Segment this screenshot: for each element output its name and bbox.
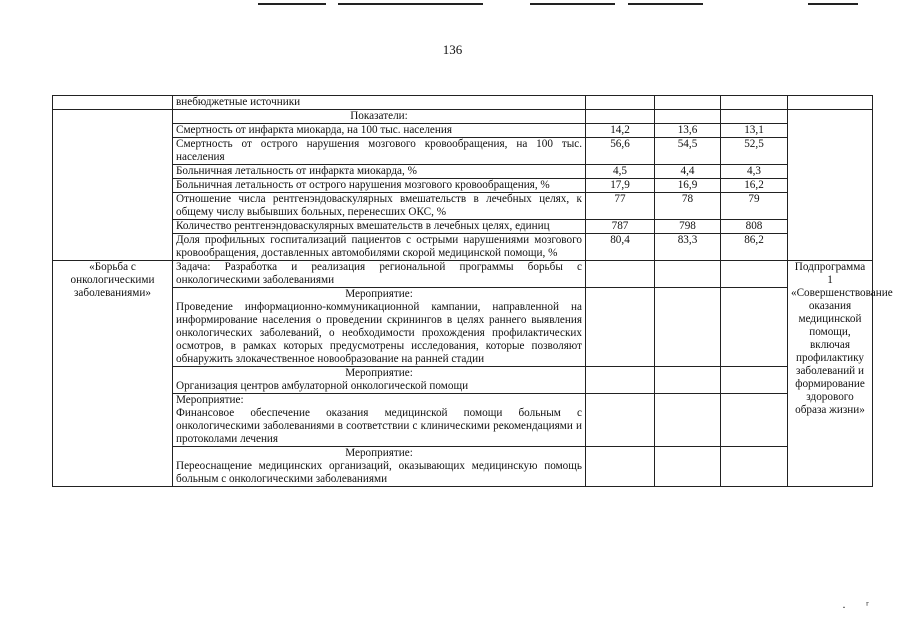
value-cell <box>586 447 655 487</box>
value-cell: 13,1 <box>721 124 788 138</box>
indicators-heading: Показатели: <box>173 110 586 124</box>
value-cell <box>721 447 788 487</box>
value-cell: 86,2 <box>721 234 788 261</box>
value-cell: 83,3 <box>655 234 721 261</box>
value-cell <box>586 110 655 124</box>
program-table <box>52 95 893 487</box>
value-cell <box>655 110 721 124</box>
value-cell: 787 <box>586 220 655 234</box>
indicator-name: Больничная летальность от инфаркта миокарда, % <box>173 165 586 179</box>
measure-heading: Мероприятие: <box>345 288 413 300</box>
value-cell <box>721 96 788 110</box>
task-text: Задача: Разработка и реализация региональной программы борьбы с онкологическими заболеваниями <box>173 261 586 288</box>
value-cell: 77 <box>586 193 655 220</box>
indicator-name: Больничная летальность от острого нарушения мозгового кровообращения, % <box>173 179 586 193</box>
indicator-name: Смертность от острого нарушения мозгового кровообращения, на 100 тыс. населения <box>173 138 586 165</box>
value-cell <box>655 261 721 288</box>
program-cell <box>53 110 173 261</box>
measure-text: Переоснащение медицинских организаций, оказывающих медицинскую помощь больным с онкологическими заболеваниями <box>176 460 582 485</box>
value-cell <box>586 288 655 367</box>
value-cell: 808 <box>721 220 788 234</box>
scan-mark: · <box>842 600 846 614</box>
table-row <box>53 220 873 234</box>
measure-text: Финансовое обеспечение оказания медицинской помощи больным с онкологическими заболеваниями в соответствии с клиническими рекомендациями и протоколами лечения <box>176 407 582 445</box>
header-rule-4 <box>628 3 703 5</box>
value-cell: 16,2 <box>721 179 788 193</box>
table-row <box>53 96 873 110</box>
table-row <box>53 193 873 220</box>
value-cell <box>586 261 655 288</box>
value-cell: 79 <box>721 193 788 220</box>
table-row <box>53 394 873 447</box>
subprogram-cell <box>788 96 873 110</box>
subprogram-name: Подпрограмма 1 «Совершенствование оказания медицинской помощи, включая профилактику заболеваний и формирование здорового образа жизни» <box>788 261 873 487</box>
value-cell <box>721 288 788 367</box>
table-row <box>53 110 873 124</box>
measure-cell <box>173 394 586 447</box>
table-row <box>53 124 873 138</box>
scan-mark: ʳ <box>866 598 869 612</box>
measure-cell <box>173 447 586 487</box>
table-row <box>53 138 873 165</box>
value-cell <box>721 110 788 124</box>
indicator-name: Количество рентгенэндоваскулярных вмешательств в лечебных целях, единиц <box>173 220 586 234</box>
header-rule-2 <box>338 3 483 5</box>
table-row <box>53 447 873 487</box>
value-cell: 13,6 <box>655 124 721 138</box>
measure-cell <box>173 367 586 394</box>
value-cell: 78 <box>655 193 721 220</box>
value-cell: 56,6 <box>586 138 655 165</box>
program-name: «Борьба с онкологическими заболеваниями» <box>53 261 173 487</box>
value-cell <box>655 394 721 447</box>
measure-text: Проведение информационно-коммуникационной кампании, направленной на информирование населения о проведении скринингов в целях раннего выявления онкологических заболеваний, о необходимости прохождения профилактических осмотров, в рамках которых предусмотрены исследования, которые позволяют обнаружить злокачественное новообразование на ранней стадии <box>176 301 582 365</box>
value-cell: 4,5 <box>586 165 655 179</box>
table-row <box>53 288 873 367</box>
indicator-name: Отношение числа рентгенэндоваскулярных вмешательств в лечебных целях, к общему числу выбывших больных, перенесших ОКС, % <box>173 193 586 220</box>
value-cell <box>655 96 721 110</box>
value-cell: 798 <box>655 220 721 234</box>
value-cell <box>586 367 655 394</box>
value-cell <box>721 261 788 288</box>
page-number: 136 <box>442 42 463 57</box>
table-row <box>53 367 873 394</box>
indicator-name: Смертность от инфаркта миокарда, на 100 тыс. населения <box>173 124 586 138</box>
value-cell <box>586 96 655 110</box>
value-cell: 4,4 <box>655 165 721 179</box>
table-row <box>53 179 873 193</box>
measure-text: Организация центров амбулаторной онкологической помощи <box>176 380 469 392</box>
table-row <box>53 261 873 288</box>
header-rule-1 <box>258 3 326 5</box>
subprogram-cell <box>788 110 873 261</box>
header-rule-5 <box>808 3 858 5</box>
measure-cell <box>173 288 586 367</box>
value-cell <box>655 367 721 394</box>
value-cell: 4,3 <box>721 165 788 179</box>
value-cell <box>586 394 655 447</box>
measure-heading: Мероприятие: <box>345 447 413 459</box>
value-cell: 54,5 <box>655 138 721 165</box>
value-cell <box>721 367 788 394</box>
measure-heading: Мероприятие: <box>345 367 413 379</box>
table-row <box>53 234 873 261</box>
value-cell: 16,9 <box>655 179 721 193</box>
header-rule-3 <box>530 3 615 5</box>
table-row <box>53 165 873 179</box>
indicator-name: Доля профильных госпитализаций пациентов с острыми нарушениями мозгового кровообращения, доставленных автомобилями скорой медицинской помощи, % <box>173 234 586 261</box>
value-cell <box>655 288 721 367</box>
description-cell: внебюджетные источники <box>173 96 586 110</box>
value-cell <box>721 394 788 447</box>
value-cell: 17,9 <box>586 179 655 193</box>
value-cell: 52,5 <box>721 138 788 165</box>
value-cell: 80,4 <box>586 234 655 261</box>
value-cell: 14,2 <box>586 124 655 138</box>
program-cell <box>53 96 173 110</box>
measure-heading: Мероприятие: <box>176 394 244 406</box>
value-cell <box>655 447 721 487</box>
